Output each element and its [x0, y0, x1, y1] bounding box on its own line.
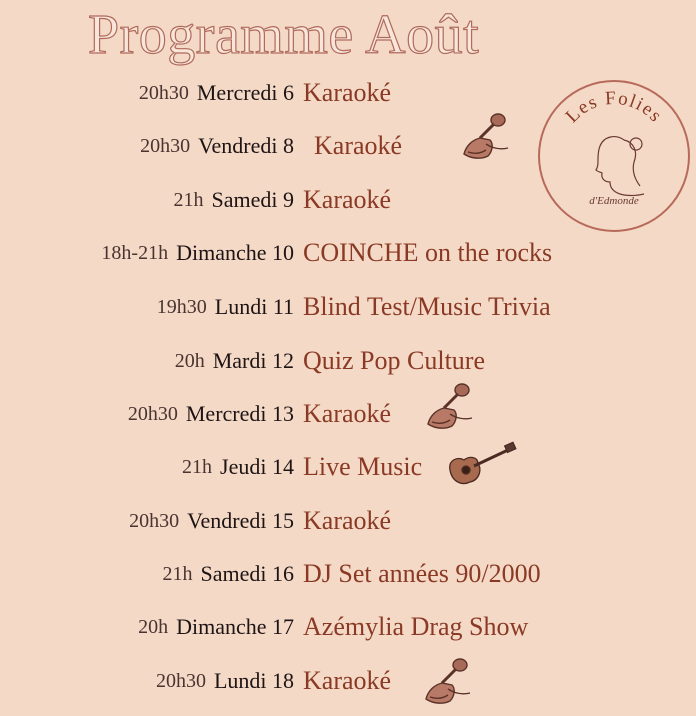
- event-date: [175, 341, 294, 381]
- event-date: [156, 661, 294, 701]
- event-name: Azémylia Drag Show: [303, 612, 529, 641]
- event-time: 21h: [182, 455, 213, 478]
- event-day: Vendredi 15: [187, 508, 294, 533]
- event-name: Blind Test/Music Trivia: [303, 292, 551, 321]
- event-time: 20h30: [138, 81, 189, 104]
- event-day: Lundi 18: [213, 668, 294, 693]
- event-name: Quiz Pop Culture: [303, 346, 485, 375]
- event-day: Lundi 11: [214, 294, 294, 319]
- event-day: Samedi 16: [200, 561, 294, 586]
- event-row: [0, 554, 696, 594]
- event-row: [0, 661, 696, 701]
- event-day: Vendredi 8: [198, 133, 294, 158]
- event-time: 20h: [174, 349, 205, 372]
- event-date: [139, 73, 294, 113]
- event-day: Dimanche 10: [176, 240, 294, 265]
- event-date: [128, 394, 294, 434]
- event-name: Karaoké: [303, 666, 392, 695]
- event-date: [157, 287, 294, 327]
- event-name: DJ Set années 90/2000: [303, 559, 541, 588]
- logo-title: Les Folies: [561, 87, 667, 128]
- event-date: [129, 501, 294, 541]
- event-name: Karaoké: [303, 78, 392, 107]
- event-time: 20h: [138, 615, 169, 638]
- event-day: Dimanche 17: [176, 614, 294, 639]
- event-name: Karaoké: [303, 506, 392, 535]
- guitar-icon: [444, 440, 518, 495]
- event-day: Samedi 9: [211, 187, 294, 212]
- event-date: [174, 180, 295, 220]
- event-day: Jeudi 14: [220, 454, 294, 479]
- microphone-icon: [458, 110, 514, 171]
- event-date: [182, 447, 294, 487]
- event-time: 18h-21h: [101, 241, 169, 264]
- event-name: Karaoké: [303, 185, 392, 214]
- event-day: Mardi 12: [212, 348, 294, 373]
- event-name: COINCHE on the rocks: [303, 238, 553, 267]
- event-row: [0, 501, 696, 541]
- event-time: 20h30: [155, 669, 206, 692]
- event-row: [0, 126, 696, 166]
- event-row: [0, 447, 696, 487]
- event-time: 19h30: [156, 295, 207, 318]
- event-time: 21h: [173, 188, 204, 211]
- event-row: [0, 607, 696, 647]
- event-row: [0, 287, 696, 327]
- event-day: Mercredi 13: [185, 401, 294, 426]
- event-date: [101, 233, 294, 273]
- event-name: Karaoké: [314, 131, 403, 160]
- event-name: Karaoké: [303, 399, 392, 428]
- event-date: [138, 607, 294, 647]
- microphone-icon: [420, 655, 476, 716]
- event-row: [0, 394, 696, 434]
- event-name: Live Music: [303, 452, 423, 481]
- event-time: 20h30: [140, 134, 191, 157]
- event-date: [140, 126, 294, 166]
- event-row: [0, 73, 696, 113]
- event-row: [0, 180, 696, 220]
- event-day: Mercredi 6: [196, 80, 294, 105]
- event-time: 20h30: [129, 509, 180, 532]
- event-row: [0, 341, 696, 381]
- page-title: Programme Août: [88, 4, 480, 66]
- event-row: [0, 233, 696, 273]
- logo-subtitle: d'Edmonde: [589, 195, 639, 207]
- event-time: 21h: [162, 562, 193, 585]
- microphone-icon: [422, 380, 478, 441]
- event-time: 20h30: [127, 402, 178, 425]
- event-date: [163, 554, 295, 594]
